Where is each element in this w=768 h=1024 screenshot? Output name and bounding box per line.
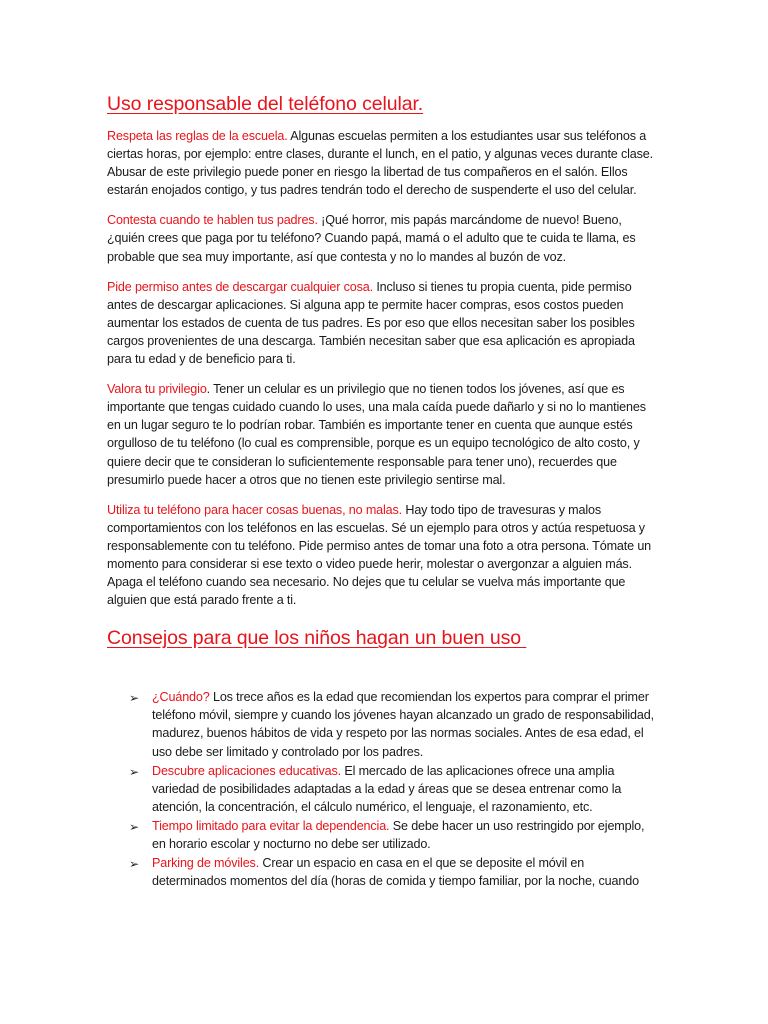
arrowhead-bullet-icon: ➢	[129, 764, 139, 779]
list-item-body: Los trece años es la edad que recomiendan los expertos para comprar el primer teléfono móvil, siempre y cuando los jóvenes hayan alcanzado un grado de responsabilidad, madurez, buenos hábitos de vida y respeto por las normas sociales. Antes de esa edad, el uso debe ser limitado y controlado por los padres.	[152, 690, 654, 759]
list-item-body: El mercado de las aplicaciones ofrece una amplia variedad de posibilidades adaptadas a la edad y áreas que se desea entrenar como la atención, la concentración, el cálculo numérico, el lenguaje, el razonamiento, etc.	[152, 763, 622, 814]
list-item-lead: Tiempo limitado para evitar la dependencia.	[152, 818, 390, 833]
list-item-lead: Parking de móviles.	[152, 856, 260, 871]
section-subtitle: Consejos para que los niños hagan un buen uso	[107, 627, 527, 650]
list-item	[107, 854, 658, 890]
list-item	[107, 688, 658, 760]
list-item-lead: ¿Cuándo?	[152, 690, 210, 705]
paragraph-lead: Contesta cuando te hablen tus padres.	[107, 213, 318, 228]
paragraph-lead: Utiliza tu teléfono para hacer cosas buenas, no malas.	[107, 502, 403, 517]
paragraph-body: ¡Qué horror, mis papás marcándome de nuevo! Bueno, ¿quién crees que paga por tu teléfono? Cuando papá, mamá o el adulto que te cuida te llama, es probable que sea muy importante, así que contesta y no lo mandes al buzón de voz.	[107, 213, 636, 264]
paragraph-body: Hay todo tipo de travesuras y malos comportamientos con los teléfonos en las escuelas. Sé un ejemplo para otros y actúa respetuosa y responsablemente con tu teléfono. Pide permiso antes de tomar una foto a otra persona. Tómate un momento para considerar si ese texto o video puede herir, molestar o avergonzar a alguien más. Apaga el teléfono cuando sea necesario. No dejes que tu celular se vuelva más importante que alguien que está parado frente a ti.	[107, 502, 652, 608]
arrowhead-bullet-icon: ➢	[129, 857, 139, 872]
paragraph-lead: Valora tu privilegio	[107, 382, 207, 397]
paragraph-body: Incluso si tienes tu propia cuenta, pide permiso antes de descargar aplicaciones. Si alguna app te permite hacer compras, esos costos pueden aumentar los estados de cuenta de tus padres. Es por eso que ellos necesitan saber los posibles cargos provenientes de una descarga. También necesitan saber que esa aplicación es apropiada para tu edad y de beneficio para ti.	[107, 279, 635, 367]
list-item-body: Crear un espacio en casa en el que se deposite el móvil en determinados momentos del día (horas de comida y tiempo familiar, por la noche, cuando	[152, 856, 639, 889]
paragraph-body: . Tener un celular es un privilegio que no tienen todos los jóvenes, así que es importante que tengas cuidado cuando lo uses, una mala caída puede dañarlo y si no lo mantienes en un lugar seguro te lo podrían robar. También es importante tener en cuenta que aunque estés orgulloso de tu teléfono (lo cual es comprensible, porque es un equipo tecnológico de alto costo, y quiere decir que te consideran lo suficientemente responsable para tener uno), recuerdes que presumirlo puede hacer a otros que no tienen este privilegio sentirse mal.	[107, 382, 646, 487]
paragraph-body: Algunas escuelas permiten a los estudiantes usar sus teléfonos a ciertas horas, por ejemplo: entre clases, durante el lunch, en el patio, y algunas veces durante clase. Abusar de este privilegio puede poner en riesgo la libertad de tus compañeros en el salón. Ellos estarán enojados contigo, y tus padres tendrán todo el derecho de suspenderte el uso del celular.	[107, 129, 653, 198]
list-item	[107, 762, 658, 816]
list-item-body: Se debe hacer un uso restringido por ejemplo, en horario escolar y nocturno no debe ser utilizado.	[152, 818, 645, 851]
list-item	[107, 817, 658, 853]
paragraph-lead: Pide permiso antes de descargar cualquier cosa.	[107, 279, 373, 294]
tips-list	[107, 688, 658, 890]
page-title: Uso responsable del teléfono celular.	[107, 93, 424, 115]
list-item-lead: Descubre aplicaciones educativas.	[152, 763, 341, 778]
paragraph-lead: Respeta las reglas de la escuela.	[107, 129, 288, 143]
paragraph-valora	[107, 380, 658, 489]
paragraph-respeta	[107, 127, 658, 199]
paragraph-utiliza	[107, 501, 658, 610]
arrowhead-bullet-icon: ➢	[129, 691, 139, 706]
paragraph-contesta	[107, 211, 658, 265]
arrowhead-bullet-icon: ➢	[129, 819, 139, 834]
paragraph-pide-permiso	[107, 278, 658, 368]
